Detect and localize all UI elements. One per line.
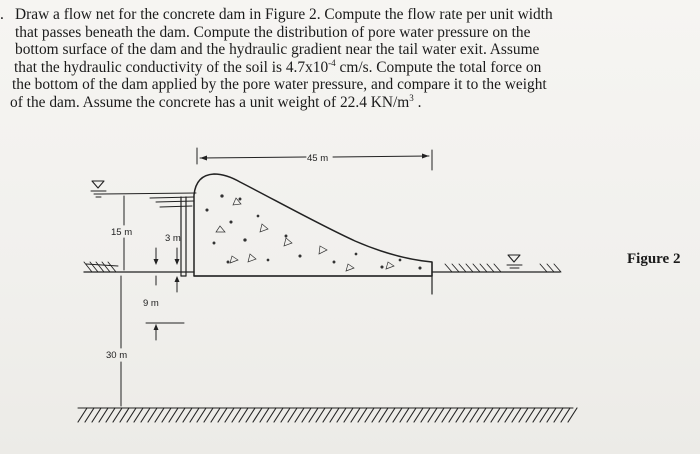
problem-line-3: bottom surface of the dam and the hydraulic gradient near the tail water exit. Assume (15, 41, 540, 58)
impervious-base (78, 408, 577, 422)
problem-line-2: that passes beneath the dam. Compute the distribution of pore water pressure on the (15, 23, 531, 41)
headwater-level-symbol (91, 181, 106, 197)
figure-label: Figure 2 (627, 251, 681, 267)
dim-label-depth: 30 m (106, 350, 128, 361)
problem-line-5: the bottom of the dam applied by the pore water pressure, and compare it to the weight (12, 76, 547, 93)
ground-surface (84, 272, 560, 276)
upstream-cutoff-wall (181, 197, 186, 276)
soil-depth-dimension (121, 276, 184, 406)
dim-label-cutoff: 9 m (143, 298, 159, 309)
problem-line-4: that the hydraulic conductivity of the soil is $4.7x10^{-4}$ cm/s. Compute the total force on (14, 57, 542, 76)
dim-label-cutoff-top: 3 m (165, 233, 181, 244)
ground-hatch-left (84, 262, 118, 272)
conductivity-exponent: -4 (328, 57, 336, 68)
cutoff-top-dimension (154, 248, 180, 265)
problem-line-6: of the dam. Assume the concrete has a unit weight of 22.4 $KN/m^3$ . (10, 92, 422, 111)
unit-weight-exponent: 3 (409, 92, 414, 103)
headwater-surface (100, 193, 196, 207)
dim-label-head: 15 m (111, 227, 133, 238)
dim-label-length: 45 m (307, 153, 329, 164)
cutoff-depth-dimension (156, 276, 180, 292)
ground-hatch-right (445, 264, 561, 272)
dam-body (194, 174, 432, 276)
problem-line-1: . Draw a flow net for the concrete dam in Figure 2. Compute the flow rate per unit width (0, 6, 553, 23)
problem-bullet: . (0, 6, 4, 23)
tailwater-level-symbol (507, 255, 522, 268)
concrete-aggregate (206, 195, 421, 271)
